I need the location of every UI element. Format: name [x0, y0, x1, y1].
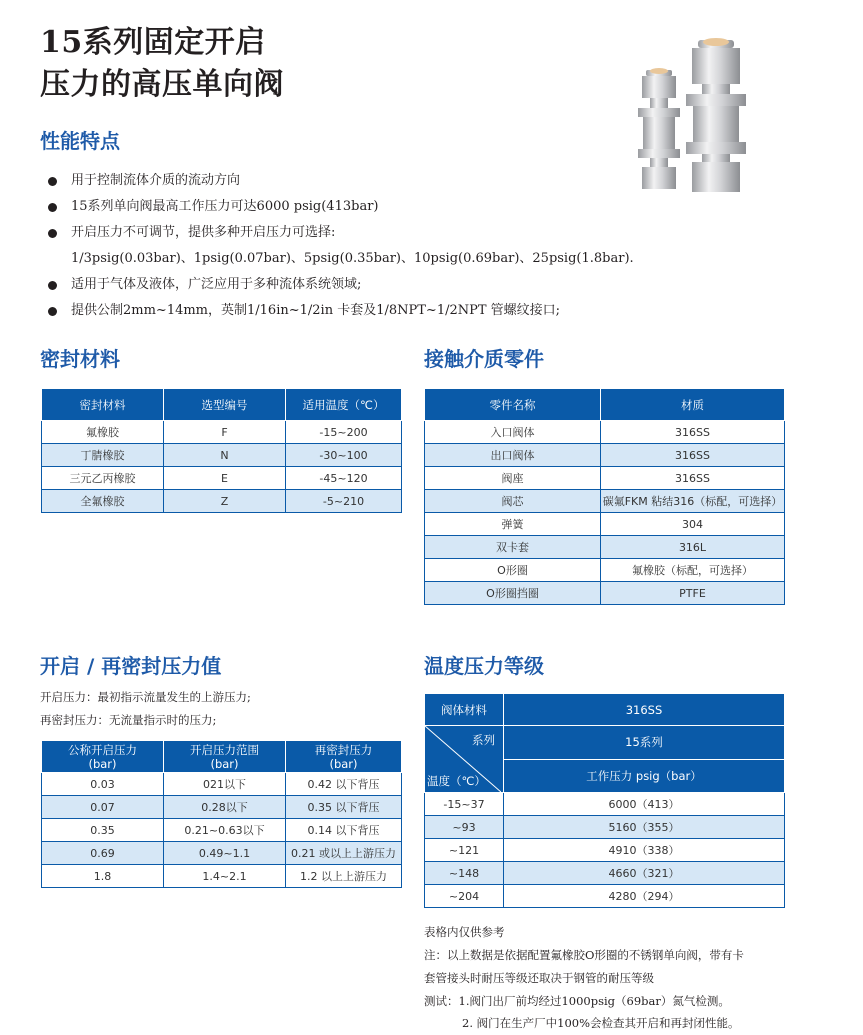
column-header: 开启压力范围 (bar) — [164, 741, 286, 773]
features-list — [48, 168, 634, 324]
feature-item: 15系列单向阀最高工作压力可达6000 psig(413bar) — [48, 194, 634, 220]
table-row: O形圈 氟橡胶（标配，可选择） — [425, 559, 785, 582]
table-row: ~121 4910（338） — [425, 839, 785, 862]
pt-rating-table — [424, 693, 785, 908]
note-line-1: 注：以上数据是依据配置氟橡胶O形圈的不锈钢单向阀，带有卡 — [424, 948, 744, 962]
series-label: 系列 — [472, 733, 495, 747]
table-row: 入口阀体 316SS — [425, 421, 785, 444]
test-note-2: 2. 阀门在生产厂中100%会检查其开启和再封闭性能。 — [462, 1016, 740, 1030]
page-title — [40, 22, 284, 106]
pt-rating-heading: 温度压力等级 — [424, 654, 544, 678]
column-header: 材质 — [601, 389, 785, 421]
seal-materials-heading: 密封材料 — [40, 347, 120, 371]
title-line-2: 压力的高压单向阀 — [40, 67, 284, 102]
table-row: 双卡套 316L — [425, 536, 785, 559]
bullet-icon — [48, 229, 57, 238]
product-image — [600, 30, 830, 200]
features-heading: 性能特点 — [40, 129, 120, 153]
wetted-parts-heading: 接触介质零件 — [424, 347, 544, 371]
table-row: 丁腈橡胶 N -30~100 — [42, 444, 402, 467]
table-row: -15~37 6000（413） — [425, 793, 785, 816]
pressure-values-table — [41, 740, 402, 888]
feature-item: 适用于气体及液体，广泛应用于多种流体系统领域; — [48, 272, 634, 298]
table-row: 三元乙丙橡胶 E -45~120 — [42, 467, 402, 490]
table-row: ~148 4660（321） — [425, 862, 785, 885]
check-valve-illustration — [600, 30, 830, 200]
wetted-parts-table — [424, 388, 785, 605]
temperature-label: 温度（℃） — [427, 774, 486, 788]
note-line-2: 套管接头时耐压等级还取决于钢管的耐压等级 — [424, 971, 654, 985]
cracking-pressure-definition: 开启压力：最初指示流量发生的上游压力; — [40, 690, 251, 704]
reference-note: 表格内仅供参考 — [424, 925, 505, 939]
large-valve-icon — [686, 38, 746, 192]
table-row: 全氟橡胶 Z -5~210 — [42, 490, 402, 513]
table-row: O形圈挡圈 PTFE — [425, 582, 785, 605]
column-header: 公称开启压力 (bar) — [42, 741, 164, 773]
column-header: 适用温度（℃） — [286, 389, 402, 421]
table-row: 0.69 0.49~1.1 0.21 或以上上游压力 — [42, 842, 402, 865]
title-line-1: 15系列固定开启 — [40, 25, 266, 60]
series-value: 15系列 — [504, 726, 785, 760]
diagonal-header-cell — [425, 726, 504, 793]
table-row: 弹簧 304 — [425, 513, 785, 536]
column-header: 选型编号 — [164, 389, 286, 421]
body-material-value: 316SS — [504, 694, 785, 726]
body-material-label: 阀体材料 — [425, 694, 504, 726]
test-note-1: 测试：1.阀门出厂前均经过1000psig（69bar）氮气检测。 — [424, 994, 730, 1008]
bullet-icon — [48, 203, 57, 212]
table-row: ~204 4280（294） — [425, 885, 785, 908]
table-row: 0.35 0.21~0.63以下 0.14 以下背压 — [42, 819, 402, 842]
table-row: 阀座 316SS — [425, 467, 785, 490]
table-row: 阀芯 碳氟FKM 粘结316（标配，可选择） — [425, 490, 785, 513]
bullet-icon — [48, 177, 57, 186]
pressure-values-heading: 开启 / 再密封压力值 — [40, 654, 222, 678]
table-row: ~93 5160（355） — [425, 816, 785, 839]
bullet-icon — [48, 281, 57, 290]
bullet-icon — [48, 307, 57, 316]
feature-item: 开启压力不可调节，提供多种开启压力可选择: — [48, 220, 634, 246]
feature-item: 用于控制流体介质的流动方向 — [48, 168, 634, 194]
table-row: 氟橡胶 F -15~200 — [42, 421, 402, 444]
small-valve-icon — [638, 68, 680, 189]
working-pressure-label: 工作压力 psig（bar） — [504, 759, 785, 793]
feature-item-continuation: 1/3psig(0.03bar)、1psig(0.07bar)、5psig(0.35bar)、10psig(0.69bar)、25psig(1.8bar). — [71, 251, 634, 266]
table-row: 0.03 021以下 0.42 以下背压 — [42, 773, 402, 796]
column-header: 再密封压力 (bar) — [286, 741, 402, 773]
feature-item: 提供公制2mm~14mm，英制1/16in~1/2in 卡套及1/8NPT~1/2NPT 管螺纹接口; — [48, 298, 634, 324]
column-header: 密封材料 — [42, 389, 164, 421]
reseal-pressure-definition: 再密封压力：无流量指示时的压力; — [40, 713, 217, 727]
table-row: 1.8 1.4~2.1 1.2 以上上游压力 — [42, 865, 402, 888]
seal-materials-table — [41, 388, 402, 513]
table-row: 0.07 0.28以下 0.35 以下背压 — [42, 796, 402, 819]
table-row: 出口阀体 316SS — [425, 444, 785, 467]
column-header: 零件名称 — [425, 389, 601, 421]
